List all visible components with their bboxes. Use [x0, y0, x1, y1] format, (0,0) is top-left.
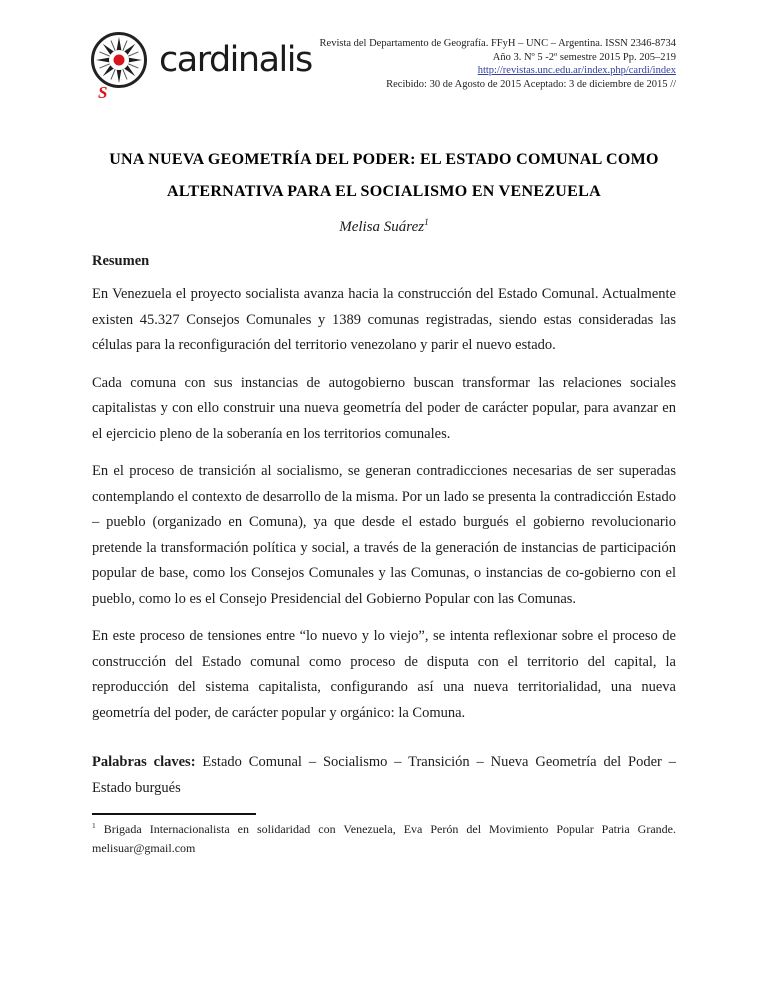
author-name: Melisa Suárez	[339, 219, 425, 235]
footnote-line-1	[92, 820, 676, 839]
abstract-heading: Resumen	[92, 253, 150, 269]
keywords-line	[92, 750, 676, 801]
article-title-line-1: UNA NUEVA GEOMETRÍA DEL PODER: EL ESTADO COMUNAL COMO	[109, 151, 659, 168]
footnote-area	[92, 813, 676, 858]
journal-info-line: Revista del Departamento de Geografía. FFyH – UNC – Argentina. ISSN 2346-8734	[319, 38, 676, 49]
journal-url-link[interactable]: http://revistas.unc.edu.ar/index.php/cardi/index	[477, 65, 676, 76]
article-title-line-2: ALTERNATIVA PARA EL SOCIALISMO EN VENEZUELA	[167, 183, 601, 200]
author-footnote-mark: 1	[424, 218, 429, 228]
article-title	[92, 144, 676, 208]
footnote-mark: 1	[92, 821, 96, 830]
abstract-paragraph-4: En este proceso de tensiones entre “lo nuevo y lo viejo”, se intenta reflexionar sobre el proceso de construcción del Estado comunal como proceso de disputa con el territorio del capital, la reproducción del sistema capitalista, configurando así una nueva territorialidad, una nueva geometría del poder, de carácter popular y orgánico: la Comuna.	[92, 628, 676, 721]
abstract-paragraph-1: En Venezuela el proyecto socialista avanza hacia la construcción del Estado Comunal. Actualmente existen 45.327 Consejos Comunales y 1389 comunas registradas, siendo estas consideradas las células para la reconfiguración del territorio venezolano y parir el nuevo estado.	[92, 286, 676, 353]
logo-mark	[88, 30, 152, 102]
logo-south-label: S	[98, 83, 108, 102]
footnote-email: melisuar@gmail.com	[92, 841, 196, 855]
received-accepted-line: Recibido: 30 de Agosto de 2015 Aceptado: 3 de diciembre de 2015 //	[386, 78, 676, 90]
keywords-label: Palabras claves:	[92, 754, 196, 770]
keywords-text: Estado Comunal – Socialismo – Transición – Nueva Geometría del Poder – Estado burgués	[92, 754, 676, 796]
abstract-paragraph-2: Cada comuna con sus instancias de autogobierno buscan transformar las relaciones sociales capitalistas y con ello construir una nueva geometría del poder de carácter popular, para avanzar en el ejercicio pleno de la soberanía en los territorios comunales.	[92, 374, 676, 442]
footnote-body: Brigada Internacionalista en solidaridad con Venezuela, Eva Perón del Movimiento Popular Patria Grande.	[103, 822, 676, 836]
abstract-paragraph-3: En el proceso de transición al socialismo, se generan contradicciones necesarias de ser superadas contemplando el contexto de desarrollo de la misma. Por un lado se presenta la contradicción Estado – pueblo (organizado en Comuna), ya que desde el estado burgués el gobierno revolucionario pretende la transformación política y social, a través de la generación de instancias de participación popular de base, como los Consejos Comunales y las Comunas, o instancias de co-gobierno con el pueblo, como lo es el Consejo Presidencial del Gobierno Popular con las Comunas.	[92, 463, 676, 607]
logo-wordmark: cardinalis	[159, 40, 312, 80]
footnote-text	[92, 820, 676, 858]
journal-logo	[88, 30, 312, 102]
journal-url-row	[320, 64, 676, 78]
footnote-separator	[92, 813, 256, 815]
author-line	[92, 219, 676, 236]
journal-meta	[320, 30, 676, 91]
issue-info-line: Año 3. Nº 5 -2º semestre 2015 Pp. 205–219	[492, 51, 676, 63]
journal-header	[92, 30, 676, 108]
